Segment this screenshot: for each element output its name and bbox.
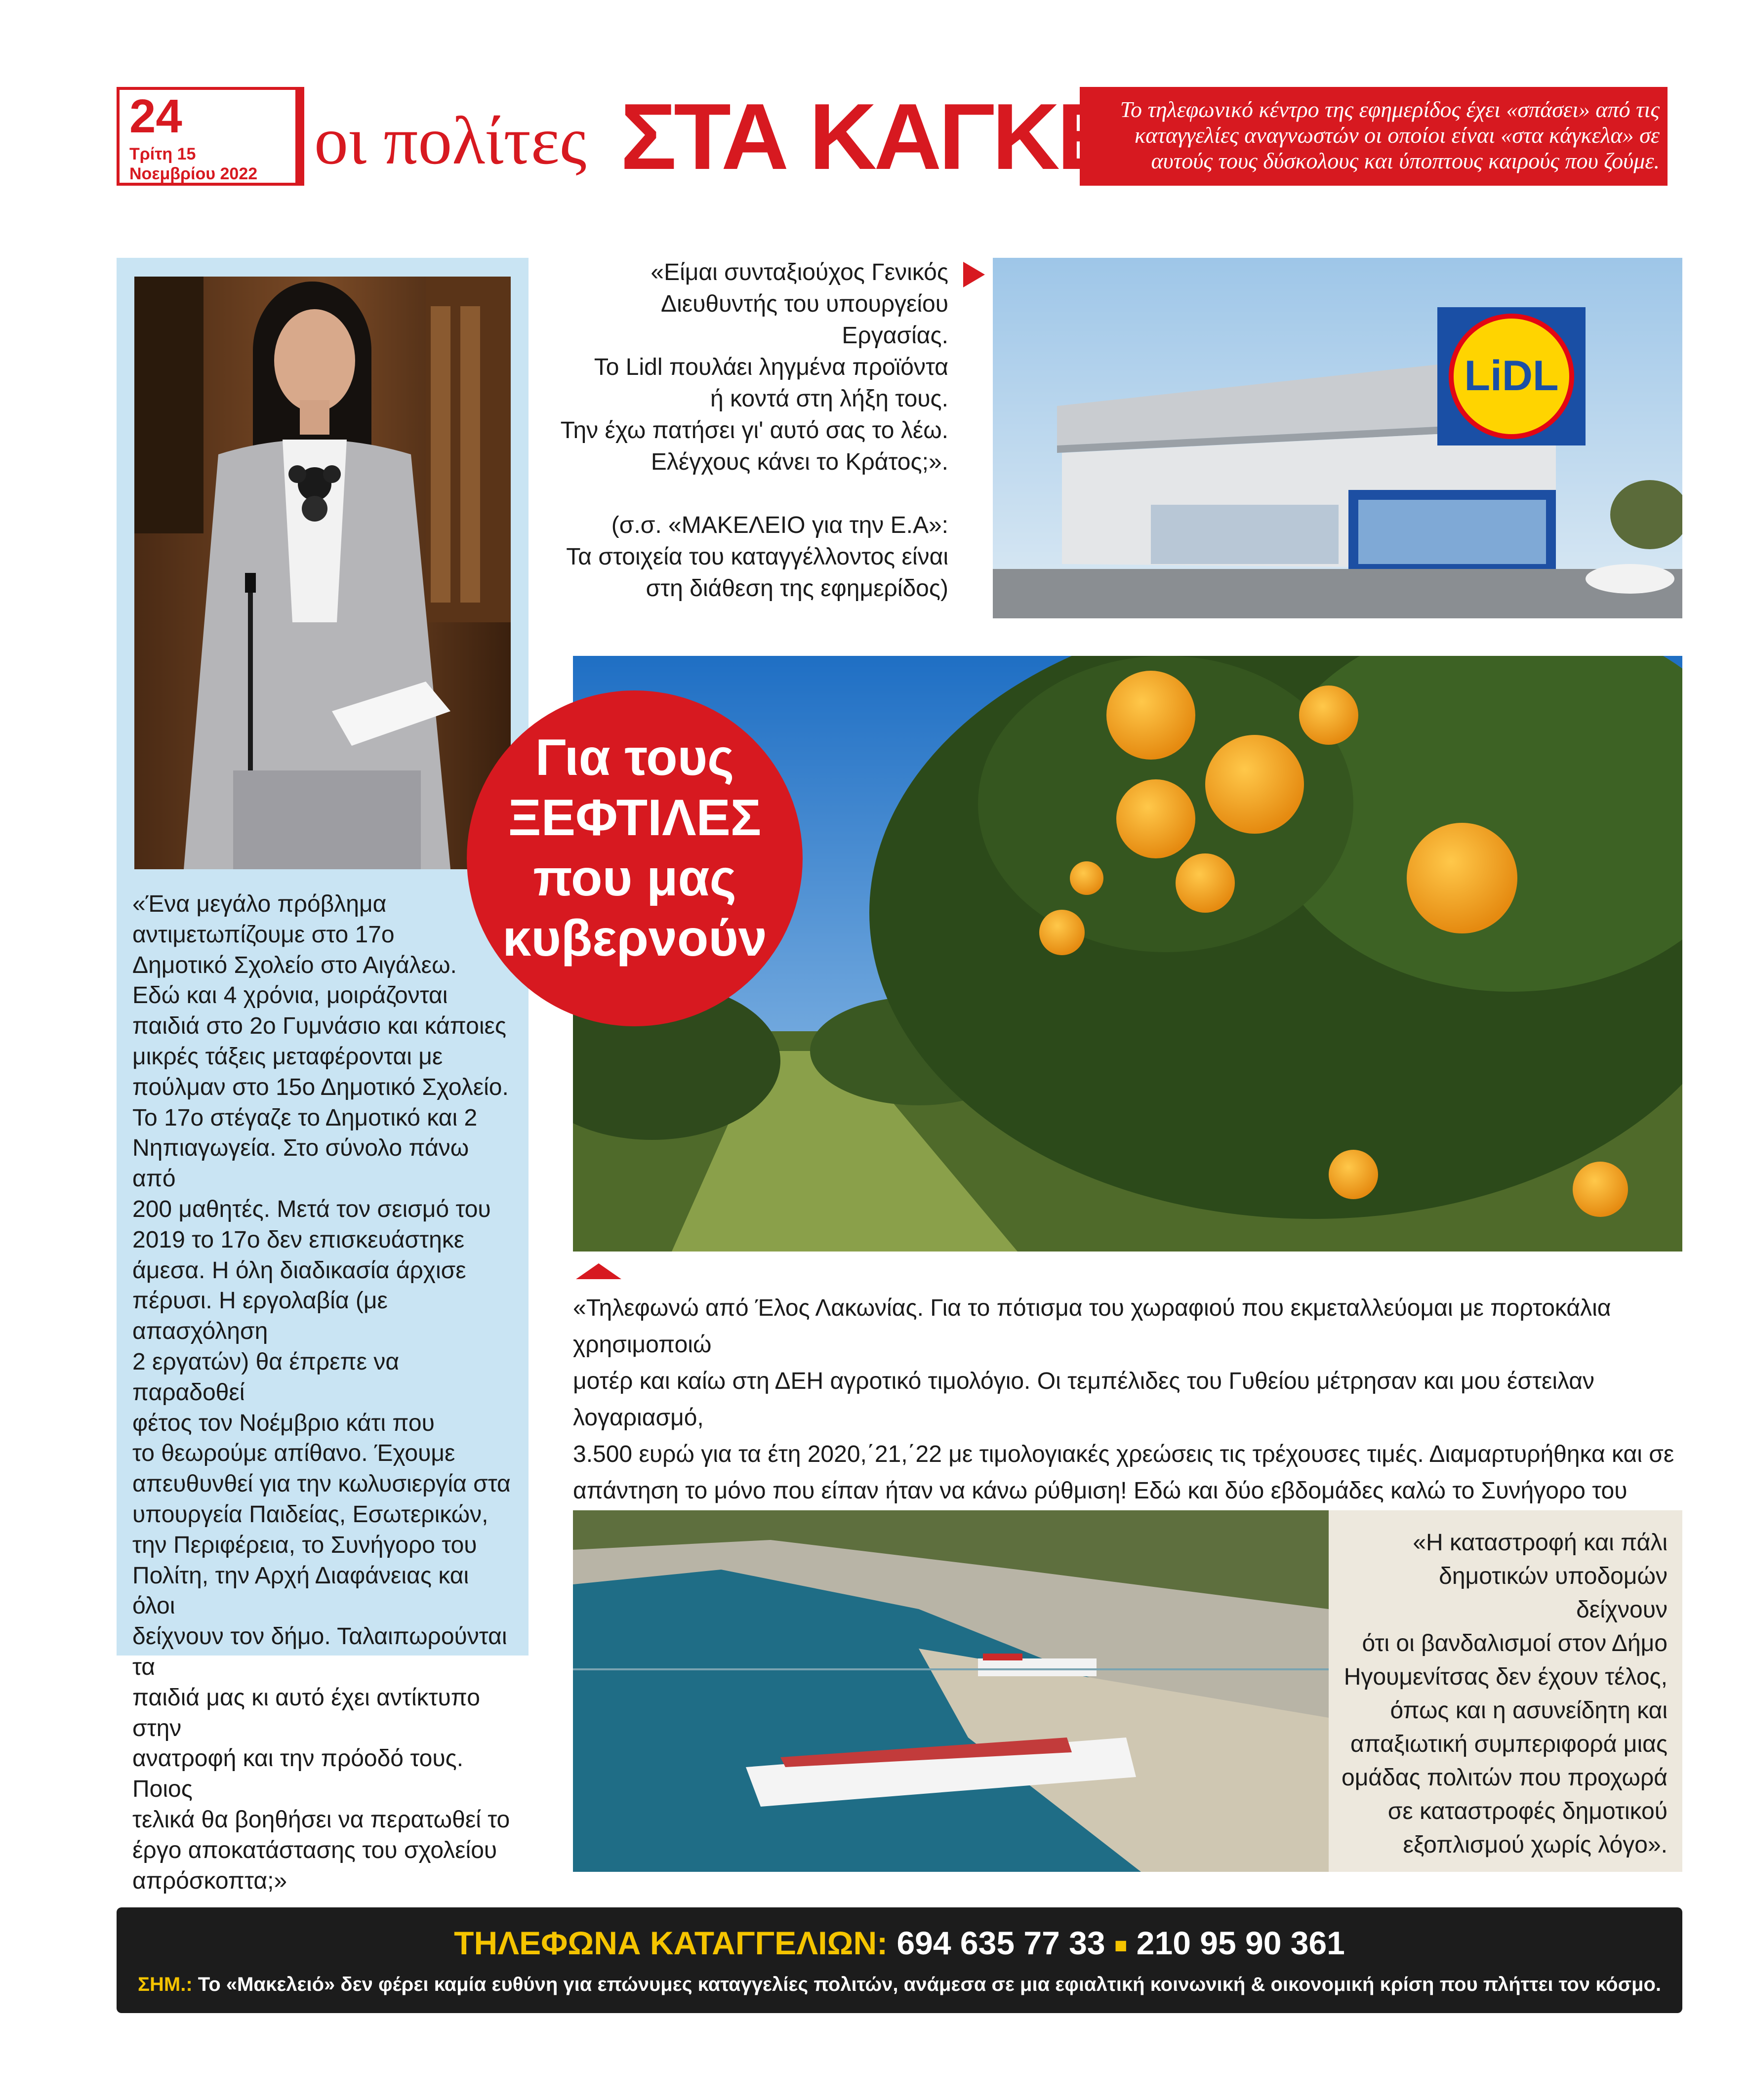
text-line: Νηπιαγωγεία. Στο σύνολο πάνω από bbox=[132, 1135, 469, 1192]
disclaimer-text: Το «Μακελειό» δεν φέρει καμία ευθύνη για επώνυμες καταγγελίες πολιτών, ανάμεσα σε μια εφιαλτική κοινωνική & οικονομική κρίση που πλήττει τον κόσμο. bbox=[198, 1974, 1661, 1995]
headline-badge-text bbox=[467, 727, 803, 969]
pointer-right-icon bbox=[963, 262, 985, 287]
harbor-photo bbox=[573, 1510, 1329, 1872]
text-line: ή κοντά στη λήξη τους. bbox=[710, 386, 948, 412]
text-line: απρόσκοπτα;» bbox=[132, 1867, 287, 1894]
text-line: παιδιά μας κι αυτό έχει αντίκτυπο στην bbox=[132, 1684, 480, 1741]
badge-line: που μας bbox=[533, 849, 736, 907]
text-line: ομάδας πολιτών που προχωρά bbox=[1342, 1765, 1668, 1791]
lidl-complaint-text bbox=[558, 257, 948, 605]
text-line: 200 μαθητές. Μετά τον σεισμό του bbox=[132, 1196, 491, 1222]
text-line: απαξιωτική συμπεριφορά μιας bbox=[1350, 1731, 1668, 1757]
text-line: το θεωρούμε απίθανο. Έχουμε bbox=[132, 1440, 455, 1467]
text-line: Εδώ και 4 χρόνια, μοιράζονται bbox=[132, 982, 448, 1009]
page-number: 24 bbox=[129, 90, 182, 143]
igoumenitsa-complaint-text bbox=[1342, 1526, 1668, 1862]
text-line: την Περιφέρεια, το Συνήγορο του bbox=[132, 1532, 477, 1558]
text-line: απευθυνθεί για την κωλυσιεργία στα bbox=[132, 1471, 511, 1497]
issue-date bbox=[129, 144, 257, 184]
page-info bbox=[117, 87, 298, 186]
text-line: Ελέγχους κάνει το Κράτος;». bbox=[651, 449, 948, 475]
text-line: 2 εργατών) θα έπρεπε να παραδοθεί bbox=[132, 1348, 400, 1406]
issue-date-day: Τρίτη 15 bbox=[129, 145, 196, 163]
text-line: Το Lidl πουλάει ληγμένα προϊόντα bbox=[594, 354, 948, 380]
text-line: Ηγουμενίτσας δεν έχουν τέλος, bbox=[1343, 1664, 1668, 1690]
text-line: «Η καταστροφή και πάλι bbox=[1413, 1530, 1668, 1556]
phones-label: ΤΗΛΕΦΩΝΑ ΚΑΤΑΓΓΕΛΙΩΝ: bbox=[454, 1925, 888, 1961]
spacer bbox=[558, 478, 948, 510]
section-title bbox=[304, 84, 1241, 189]
text-line: (σ.σ. «ΜΑΚΕΛΕΙΟ για την Ε.Α»: bbox=[611, 512, 948, 538]
politician-photo bbox=[134, 277, 511, 869]
lidl-logo-text: LiDL bbox=[1464, 352, 1559, 400]
text-line: υπουργεία Παιδείας, Εσωτερικών, bbox=[132, 1501, 488, 1528]
headline-badge bbox=[467, 690, 803, 1026]
phone-landline[interactable]: 210 95 90 361 bbox=[1136, 1925, 1345, 1961]
text-line: μοτέρ και καίω στη ΔΕΗ αγροτικό τιμολόγιο. Οι τεμπέλιδες του Γυθείου μέτρησαν και μου έστειλαν λογαριασμό, bbox=[573, 1368, 1595, 1431]
text-line: απάντηση το μόνο που είπαν ήταν να κάνω ρύθμιση! Εδώ και δύο εβδομάδες καλώ το Συνήγορο του bbox=[573, 1478, 1628, 1504]
text-line: πούλμαν στο 15ο Δημοτικό Σχολείο. bbox=[132, 1074, 509, 1100]
separator-icon: ■ bbox=[1114, 1933, 1128, 1958]
section-title-bold: ΣΤΑ ΚΑΓΚΕΛΑ bbox=[620, 84, 1241, 189]
text-line: μικρές τάξεις μεταφέρονται με bbox=[132, 1043, 443, 1070]
text-line: δημοτικών υποδομών δείχνουν bbox=[1439, 1563, 1668, 1623]
text-line: ανατροφή και την πρόοδό τους. Ποιος bbox=[132, 1745, 464, 1803]
lidl-store-photo bbox=[993, 258, 1682, 618]
text-line: Δημοτικό Σχολείο στο Αιγάλεω. bbox=[132, 952, 457, 978]
text-line: «Τηλεφωνώ από Έλος Λακωνίας. Για το πότισμα του χωραφιού που εκμεταλλεύομαι με πορτοκάλια χρησιμοποιώ bbox=[573, 1295, 1611, 1358]
section-title-light: οι πολίτες bbox=[314, 103, 587, 178]
text-line: στη διάθεση της εφημερίδος) bbox=[646, 575, 948, 602]
text-line: Την έχω πατήσει γι' αυτό σας το λέω. bbox=[560, 417, 948, 444]
text-line: όπως και η ασυνείδητη και bbox=[1390, 1697, 1668, 1724]
text-line: αντιμετωπίζουμε στο 17ο bbox=[132, 921, 395, 948]
text-line: Πολίτη, την Αρχή Διαφάνειας και όλοι bbox=[132, 1562, 469, 1619]
text-line: «Είμαι συνταξιούχος Γενικός bbox=[651, 259, 948, 285]
text-line: Το 17ο στέγαζε το Δημοτικό και 2 bbox=[132, 1104, 478, 1131]
text-line: πέρυσι. Η εργολαβία (με απασχόληση bbox=[132, 1288, 388, 1345]
pointer-up-icon bbox=[576, 1263, 621, 1279]
school-complaint-text bbox=[132, 889, 518, 1896]
badge-line: Για τους bbox=[535, 729, 734, 786]
footer-bar bbox=[117, 1907, 1682, 2013]
text-line: 2019 το 17ο δεν επισκευάστηκε bbox=[132, 1226, 465, 1253]
phone-mobile[interactable]: 694 635 77 33 bbox=[896, 1925, 1105, 1961]
disclaimer-lead: ΣΗΜ.: bbox=[138, 1974, 193, 1995]
text-line: εξοπλισμού χωρίς λόγο». bbox=[1403, 1832, 1668, 1858]
badge-line: ΞΕΦΤΙΛΕΣ bbox=[508, 789, 762, 847]
text-line: Τα στοιχεία του καταγγέλλοντος είναι bbox=[566, 544, 948, 570]
text-line: Διευθυντής του υπουργείου Εργασίας. bbox=[661, 291, 948, 349]
text-line: έργο αποκατάστασης του σχολείου bbox=[132, 1837, 497, 1863]
text-line: φέτος τον Νοέμβριο κάτι που bbox=[132, 1410, 435, 1436]
text-line: σε καταστροφές δημοτικού bbox=[1387, 1798, 1668, 1824]
disclaimer bbox=[117, 1973, 1682, 1996]
text-line: τελικά θα βοηθήσει να περατωθεί το bbox=[132, 1806, 510, 1833]
complaint-phones bbox=[117, 1923, 1682, 1966]
text-line: άμεσα. Η όλη διαδικασία άρχισε bbox=[132, 1257, 466, 1284]
text-line: «Ένα μεγάλο πρόβλημα bbox=[132, 891, 387, 917]
badge-line: κυβερνούν bbox=[502, 910, 767, 967]
text-line: ότι οι βανδαλισμοί στον Δήμο bbox=[1362, 1630, 1668, 1656]
section-intro: Το τηλεφωνικό κέντρο της εφημερίδος έχει «σπάσει» από τις καταγγελίες αναγνωστών οι οποίοι είναι «στα κάγκελα» σε αυτούς τους δύσκολους και ύποπτους καιρούς που ζούμε. bbox=[1120, 97, 1660, 173]
text-line: 3.500 ευρώ για τα έτη 2020,΄21,΄22 με τιμολογιακές χρεώσεις τις τρέχουσες τιμές. Διαμαρτυρήθηκα και σε bbox=[573, 1441, 1674, 1467]
text-line: δείχνουν τον δήμο. Ταλαιπωρούνται τα bbox=[132, 1623, 507, 1680]
text-line: παιδιά στο 2ο Γυμνάσιο και κάποιες bbox=[132, 1013, 507, 1040]
issue-date-month: Νοεμβρίου 2022 bbox=[129, 164, 258, 183]
